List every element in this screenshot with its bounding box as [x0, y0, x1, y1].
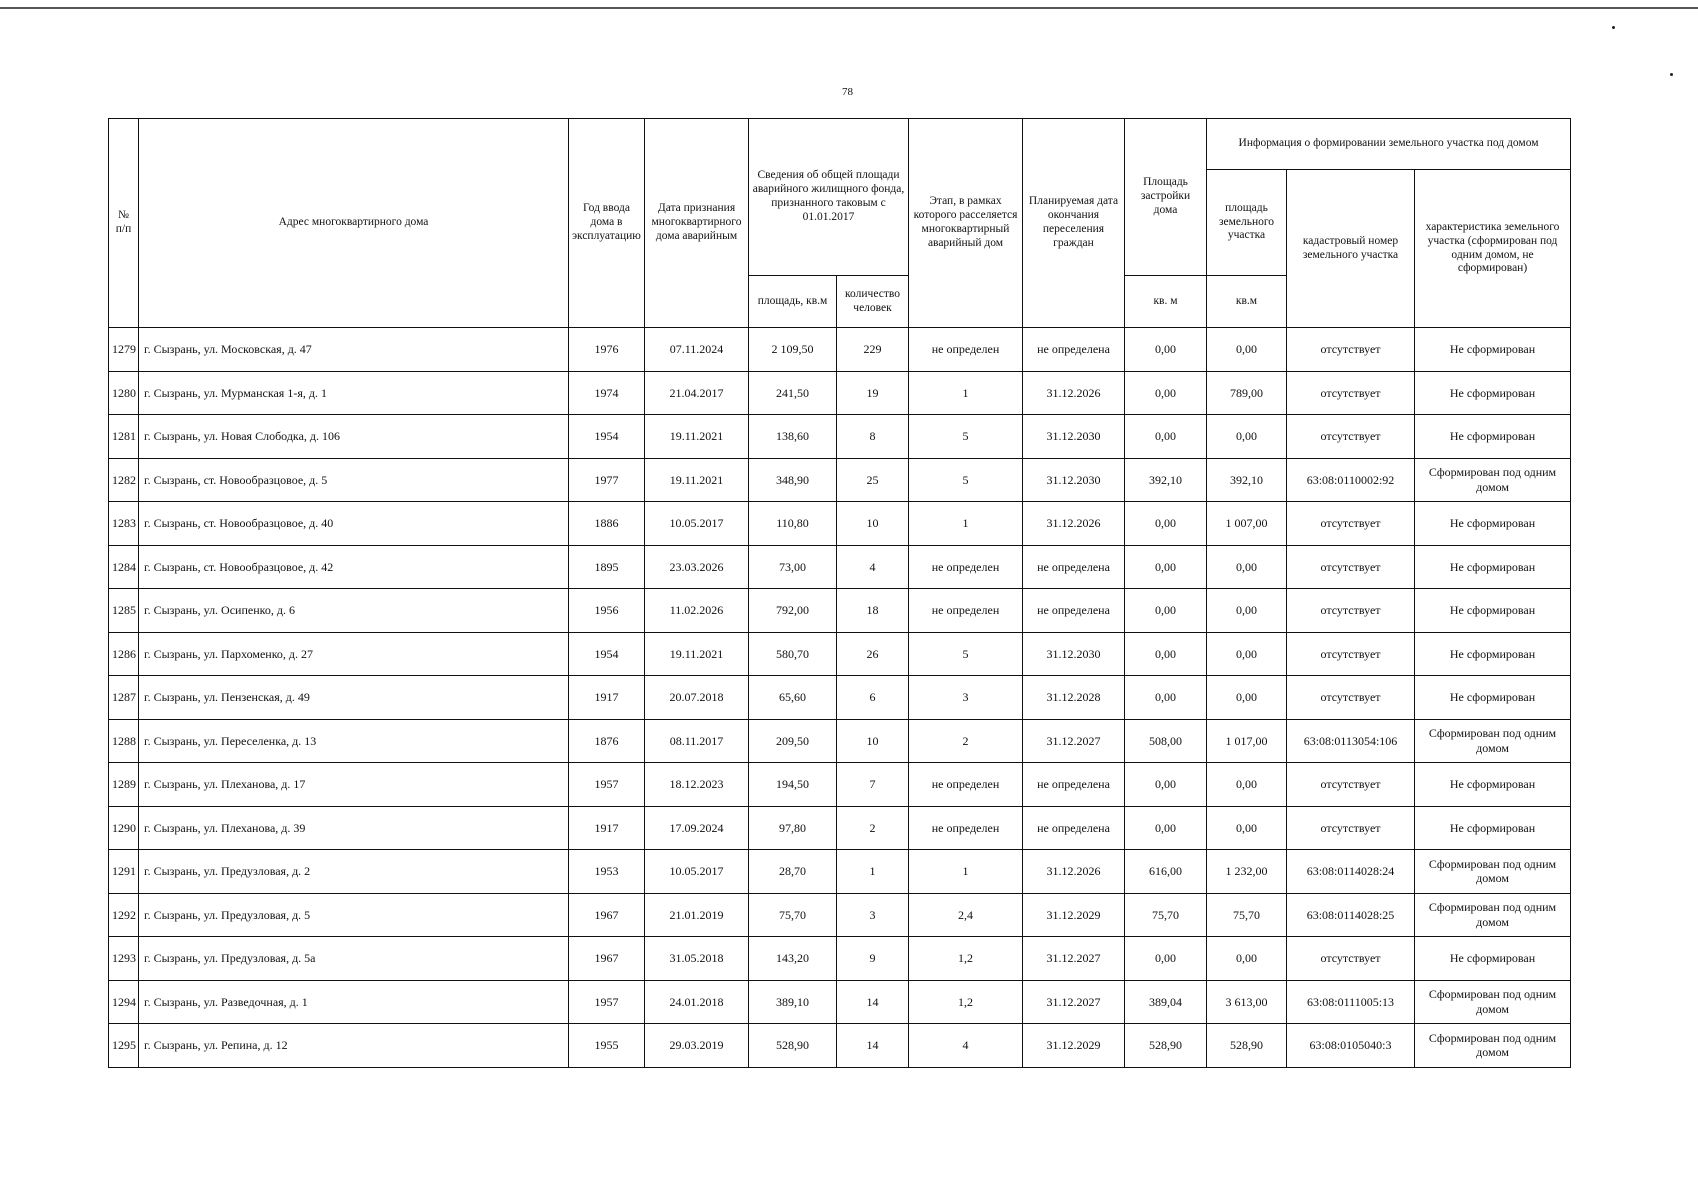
- cell-built-area: 0,00: [1125, 415, 1207, 459]
- cell-num: 1295: [109, 1024, 139, 1068]
- cell-address: г. Сызрань, ул. Мурманская 1-я, д. 1: [139, 371, 569, 415]
- header-built-area: Площадь застройки дома: [1125, 119, 1207, 276]
- cell-address: г. Сызрань, ул. Предузловая, д. 5а: [139, 937, 569, 981]
- cell-people: 26: [837, 632, 909, 676]
- cell-num: 1294: [109, 980, 139, 1024]
- table-row: [109, 328, 1571, 372]
- cell-num: 1282: [109, 458, 139, 502]
- cell-year: 1886: [569, 502, 645, 546]
- cell-cadastre: 63:08:0114028:25: [1287, 893, 1415, 937]
- cell-end-date: 31.12.2027: [1023, 719, 1125, 763]
- cell-stage: не определен: [909, 328, 1023, 372]
- cell-area: 348,90: [749, 458, 837, 502]
- cell-cadastre: 63:08:0110002:92: [1287, 458, 1415, 502]
- cell-end-date: 31.12.2026: [1023, 850, 1125, 894]
- cell-land-characteristic: Не сформирован: [1415, 502, 1571, 546]
- table-row: [109, 719, 1571, 763]
- table-row: [109, 980, 1571, 1024]
- cell-year: 1974: [569, 371, 645, 415]
- cell-area: 97,80: [749, 806, 837, 850]
- cell-address: г. Сызрань, ул. Московская, д. 47: [139, 328, 569, 372]
- cell-stage: 1,2: [909, 980, 1023, 1024]
- table-row: [109, 1024, 1571, 1068]
- cell-area: 528,90: [749, 1024, 837, 1068]
- cell-stage: не определен: [909, 589, 1023, 633]
- cell-address: г. Сызрань, ул. Переселенка, д. 13: [139, 719, 569, 763]
- cell-land-area: 528,90: [1207, 1024, 1287, 1068]
- cell-land-area: 0,00: [1207, 632, 1287, 676]
- cell-address: г. Сызрань, ул. Репина, д. 12: [139, 1024, 569, 1068]
- cell-people: 1: [837, 850, 909, 894]
- cell-area: 138,60: [749, 415, 837, 459]
- table-row: [109, 893, 1571, 937]
- header-land-area: площадь земельного участка: [1207, 170, 1287, 276]
- cell-num: 1287: [109, 676, 139, 720]
- header-year: Год ввода дома в эксплуатацию: [569, 119, 645, 328]
- cell-stage: не определен: [909, 806, 1023, 850]
- scan-speck: [1612, 26, 1615, 29]
- cell-land-area: 0,00: [1207, 589, 1287, 633]
- cell-cadastre: отсутствует: [1287, 676, 1415, 720]
- cell-people: 10: [837, 719, 909, 763]
- cell-stage: 5: [909, 415, 1023, 459]
- cell-area: 143,20: [749, 937, 837, 981]
- cell-built-area: 0,00: [1125, 937, 1207, 981]
- cell-end-date: не определена: [1023, 763, 1125, 807]
- cell-built-area: 0,00: [1125, 328, 1207, 372]
- cell-land-characteristic: Не сформирован: [1415, 415, 1571, 459]
- cell-cadastre: отсутствует: [1287, 632, 1415, 676]
- cell-end-date: 31.12.2030: [1023, 458, 1125, 502]
- cell-area: 194,50: [749, 763, 837, 807]
- cell-recognition-date: 23.03.2026: [645, 545, 749, 589]
- cell-year: 1954: [569, 415, 645, 459]
- cell-end-date: 31.12.2030: [1023, 632, 1125, 676]
- cell-built-area: 392,10: [1125, 458, 1207, 502]
- cell-address: г. Сызрань, ул. Разведочная, д. 1: [139, 980, 569, 1024]
- cell-num: 1286: [109, 632, 139, 676]
- cell-num: 1293: [109, 937, 139, 981]
- cell-address: г. Сызрань, ст. Новообразцовое, д. 5: [139, 458, 569, 502]
- cell-year: 1967: [569, 937, 645, 981]
- cell-land-area: 75,70: [1207, 893, 1287, 937]
- cell-land-area: 0,00: [1207, 545, 1287, 589]
- cell-built-area: 0,00: [1125, 763, 1207, 807]
- cell-people: 7: [837, 763, 909, 807]
- cell-year: 1954: [569, 632, 645, 676]
- cell-address: г. Сызрань, ул. Плеханова, д. 39: [139, 806, 569, 850]
- cell-recognition-date: 18.12.2023: [645, 763, 749, 807]
- cell-cadastre: 63:08:0114028:24: [1287, 850, 1415, 894]
- cell-people: 229: [837, 328, 909, 372]
- cell-land-characteristic: Сформирован под одним домом: [1415, 458, 1571, 502]
- cell-stage: 1,2: [909, 937, 1023, 981]
- cell-recognition-date: 19.11.2021: [645, 632, 749, 676]
- cell-land-characteristic: Не сформирован: [1415, 371, 1571, 415]
- cell-people: 14: [837, 980, 909, 1024]
- cell-year: 1956: [569, 589, 645, 633]
- cell-recognition-date: 31.05.2018: [645, 937, 749, 981]
- cell-year: 1976: [569, 328, 645, 372]
- cell-land-area: 3 613,00: [1207, 980, 1287, 1024]
- cell-land-area: 1 232,00: [1207, 850, 1287, 894]
- cell-area: 73,00: [749, 545, 837, 589]
- header-area-sq: площадь, кв.м: [749, 276, 837, 328]
- header-stage: Этап, в рамках которого расселяется многоквартирный аварийный дом: [909, 119, 1023, 328]
- cell-land-area: 1 007,00: [1207, 502, 1287, 546]
- cell-year: 1977: [569, 458, 645, 502]
- header-built-unit: кв. м: [1125, 276, 1207, 328]
- cell-end-date: не определена: [1023, 328, 1125, 372]
- cell-cadastre: отсутствует: [1287, 371, 1415, 415]
- cell-end-date: не определена: [1023, 545, 1125, 589]
- cell-cadastre: отсутствует: [1287, 545, 1415, 589]
- cell-stage: 4: [909, 1024, 1023, 1068]
- cell-people: 3: [837, 893, 909, 937]
- cell-land-area: 392,10: [1207, 458, 1287, 502]
- cell-land-area: 0,00: [1207, 328, 1287, 372]
- table-row: [109, 937, 1571, 981]
- cell-people: 6: [837, 676, 909, 720]
- cell-area: 580,70: [749, 632, 837, 676]
- cell-stage: не определен: [909, 545, 1023, 589]
- cell-area: 110,80: [749, 502, 837, 546]
- cell-address: г. Сызрань, ул. Предузловая, д. 5: [139, 893, 569, 937]
- cell-area: 28,70: [749, 850, 837, 894]
- top-border-line: [0, 7, 1698, 9]
- cell-stage: 2: [909, 719, 1023, 763]
- cell-year: 1953: [569, 850, 645, 894]
- cell-built-area: 0,00: [1125, 502, 1207, 546]
- cell-address: г. Сызрань, ул. Новая Слободка, д. 106: [139, 415, 569, 459]
- cell-people: 25: [837, 458, 909, 502]
- cell-people: 8: [837, 415, 909, 459]
- cell-recognition-date: 17.09.2024: [645, 806, 749, 850]
- cell-end-date: 31.12.2029: [1023, 893, 1125, 937]
- cell-land-characteristic: Не сформирован: [1415, 632, 1571, 676]
- cell-address: г. Сызрань, ул. Пензенская, д. 49: [139, 676, 569, 720]
- cell-land-characteristic: Сформирован под одним домом: [1415, 719, 1571, 763]
- cell-built-area: 0,00: [1125, 589, 1207, 633]
- cell-built-area: 75,70: [1125, 893, 1207, 937]
- cell-end-date: 31.12.2030: [1023, 415, 1125, 459]
- cell-people: 2: [837, 806, 909, 850]
- cell-year: 1967: [569, 893, 645, 937]
- cell-land-area: 0,00: [1207, 806, 1287, 850]
- cell-people: 4: [837, 545, 909, 589]
- cell-stage: 3: [909, 676, 1023, 720]
- table-row: [109, 415, 1571, 459]
- cell-cadastre: отсутствует: [1287, 502, 1415, 546]
- cell-end-date: 31.12.2029: [1023, 1024, 1125, 1068]
- cell-people: 14: [837, 1024, 909, 1068]
- cell-land-characteristic: Не сформирован: [1415, 545, 1571, 589]
- cell-built-area: 616,00: [1125, 850, 1207, 894]
- table-row: [109, 632, 1571, 676]
- cell-people: 19: [837, 371, 909, 415]
- cell-recognition-date: 11.02.2026: [645, 589, 749, 633]
- header-land-characteristic: характеристика земельного участка (сформирован под одним домом, не сформирован): [1415, 170, 1571, 328]
- cell-built-area: 0,00: [1125, 632, 1207, 676]
- cell-year: 1895: [569, 545, 645, 589]
- cell-stage: 5: [909, 632, 1023, 676]
- cell-built-area: 0,00: [1125, 371, 1207, 415]
- cell-recognition-date: 24.01.2018: [645, 980, 749, 1024]
- cell-address: г. Сызрань, ул. Плеханова, д. 17: [139, 763, 569, 807]
- cell-address: г. Сызрань, ст. Новообразцовое, д. 42: [139, 545, 569, 589]
- table-row: [109, 806, 1571, 850]
- cell-recognition-date: 21.01.2019: [645, 893, 749, 937]
- cell-land-characteristic: Сформирован под одним домом: [1415, 893, 1571, 937]
- cell-cadastre: 63:08:0113054:106: [1287, 719, 1415, 763]
- cell-year: 1876: [569, 719, 645, 763]
- cell-land-area: 0,00: [1207, 763, 1287, 807]
- cell-cadastre: 63:08:0111005:13: [1287, 980, 1415, 1024]
- cell-num: 1285: [109, 589, 139, 633]
- cell-end-date: не определена: [1023, 589, 1125, 633]
- header-land-info: Информация о формировании земельного участка под домом: [1207, 119, 1571, 170]
- cell-stage: 1: [909, 371, 1023, 415]
- cell-area: 65,60: [749, 676, 837, 720]
- cell-address: г. Сызрань, ул. Предузловая, д. 2: [139, 850, 569, 894]
- table-row: [109, 850, 1571, 894]
- cell-address: г. Сызрань, ст. Новообразцовое, д. 40: [139, 502, 569, 546]
- cell-stage: не определен: [909, 763, 1023, 807]
- cell-people: 18: [837, 589, 909, 633]
- cell-land-characteristic: Сформирован под одним домом: [1415, 980, 1571, 1024]
- cell-cadastre: отсутствует: [1287, 415, 1415, 459]
- cell-year: 1917: [569, 676, 645, 720]
- cell-num: 1292: [109, 893, 139, 937]
- cell-built-area: 528,90: [1125, 1024, 1207, 1068]
- cell-end-date: не определена: [1023, 806, 1125, 850]
- cell-land-characteristic: Сформирован под одним домом: [1415, 850, 1571, 894]
- cell-land-characteristic: Сформирован под одним домом: [1415, 1024, 1571, 1068]
- cell-recognition-date: 19.11.2021: [645, 415, 749, 459]
- cell-cadastre: отсутствует: [1287, 937, 1415, 981]
- cell-year: 1957: [569, 980, 645, 1024]
- cell-recognition-date: 19.11.2021: [645, 458, 749, 502]
- header-people: количество человек: [837, 276, 909, 328]
- header-num: № п/п: [109, 119, 139, 328]
- table-row: [109, 545, 1571, 589]
- cell-cadastre: отсутствует: [1287, 763, 1415, 807]
- cell-end-date: 31.12.2026: [1023, 502, 1125, 546]
- cell-land-characteristic: Не сформирован: [1415, 937, 1571, 981]
- cell-land-area: 0,00: [1207, 415, 1287, 459]
- cell-land-characteristic: Не сформирован: [1415, 676, 1571, 720]
- cell-address: г. Сызрань, ул. Пархоменко, д. 27: [139, 632, 569, 676]
- cell-built-area: 508,00: [1125, 719, 1207, 763]
- cell-built-area: 0,00: [1125, 806, 1207, 850]
- page-number: 78: [842, 86, 853, 98]
- cell-area: 75,70: [749, 893, 837, 937]
- cell-num: 1280: [109, 371, 139, 415]
- cell-land-characteristic: Не сформирован: [1415, 806, 1571, 850]
- emergency-housing-table: [108, 118, 1571, 1068]
- cell-recognition-date: 07.11.2024: [645, 328, 749, 372]
- cell-area: 209,50: [749, 719, 837, 763]
- cell-area: 389,10: [749, 980, 837, 1024]
- header-end-date: Планируемая дата окончания переселения граждан: [1023, 119, 1125, 328]
- header-cadastre: кадастровый номер земельного участка: [1287, 170, 1415, 328]
- cell-built-area: 389,04: [1125, 980, 1207, 1024]
- cell-built-area: 0,00: [1125, 676, 1207, 720]
- cell-people: 9: [837, 937, 909, 981]
- cell-stage: 1: [909, 850, 1023, 894]
- cell-cadastre: отсутствует: [1287, 589, 1415, 633]
- cell-num: 1279: [109, 328, 139, 372]
- cell-year: 1955: [569, 1024, 645, 1068]
- cell-land-characteristic: Не сформирован: [1415, 589, 1571, 633]
- table-row: [109, 502, 1571, 546]
- cell-land-area: 0,00: [1207, 676, 1287, 720]
- cell-num: 1291: [109, 850, 139, 894]
- cell-people: 10: [837, 502, 909, 546]
- cell-num: 1288: [109, 719, 139, 763]
- header-recognition-date: Дата признания многоквартирного дома аварийным: [645, 119, 749, 328]
- cell-end-date: 31.12.2028: [1023, 676, 1125, 720]
- table-row: [109, 763, 1571, 807]
- cell-stage: 2,4: [909, 893, 1023, 937]
- cell-cadastre: отсутствует: [1287, 806, 1415, 850]
- cell-end-date: 31.12.2027: [1023, 980, 1125, 1024]
- cell-stage: 1: [909, 502, 1023, 546]
- table-row: [109, 676, 1571, 720]
- cell-cadastre: отсутствует: [1287, 328, 1415, 372]
- cell-num: 1289: [109, 763, 139, 807]
- cell-stage: 5: [909, 458, 1023, 502]
- cell-end-date: 31.12.2027: [1023, 937, 1125, 981]
- header-address: Адрес многоквартирного дома: [139, 119, 569, 328]
- cell-num: 1283: [109, 502, 139, 546]
- cell-built-area: 0,00: [1125, 545, 1207, 589]
- cell-num: 1290: [109, 806, 139, 850]
- cell-end-date: 31.12.2026: [1023, 371, 1125, 415]
- cell-recognition-date: 08.11.2017: [645, 719, 749, 763]
- table-row: [109, 371, 1571, 415]
- cell-num: 1281: [109, 415, 139, 459]
- table-row: [109, 589, 1571, 633]
- cell-num: 1284: [109, 545, 139, 589]
- cell-recognition-date: 20.07.2018: [645, 676, 749, 720]
- cell-year: 1917: [569, 806, 645, 850]
- cell-land-area: 1 017,00: [1207, 719, 1287, 763]
- cell-land-characteristic: Не сформирован: [1415, 328, 1571, 372]
- cell-recognition-date: 10.05.2017: [645, 850, 749, 894]
- scan-speck: [1670, 73, 1673, 76]
- cell-area: 792,00: [749, 589, 837, 633]
- cell-area: 2 109,50: [749, 328, 837, 372]
- cell-land-area: 0,00: [1207, 937, 1287, 981]
- cell-year: 1957: [569, 763, 645, 807]
- cell-area: 241,50: [749, 371, 837, 415]
- table-row: [109, 458, 1571, 502]
- cell-recognition-date: 10.05.2017: [645, 502, 749, 546]
- cell-address: г. Сызрань, ул. Осипенко, д. 6: [139, 589, 569, 633]
- cell-cadastre: 63:08:0105040:3: [1287, 1024, 1415, 1068]
- cell-land-characteristic: Не сформирован: [1415, 763, 1571, 807]
- cell-recognition-date: 21.04.2017: [645, 371, 749, 415]
- header-area-info: Сведения об общей площади аварийного жилищного фонда, признанного таковым с 01.01.2017: [749, 119, 909, 276]
- header-land-unit: кв.м: [1207, 276, 1287, 328]
- cell-land-area: 789,00: [1207, 371, 1287, 415]
- cell-recognition-date: 29.03.2019: [645, 1024, 749, 1068]
